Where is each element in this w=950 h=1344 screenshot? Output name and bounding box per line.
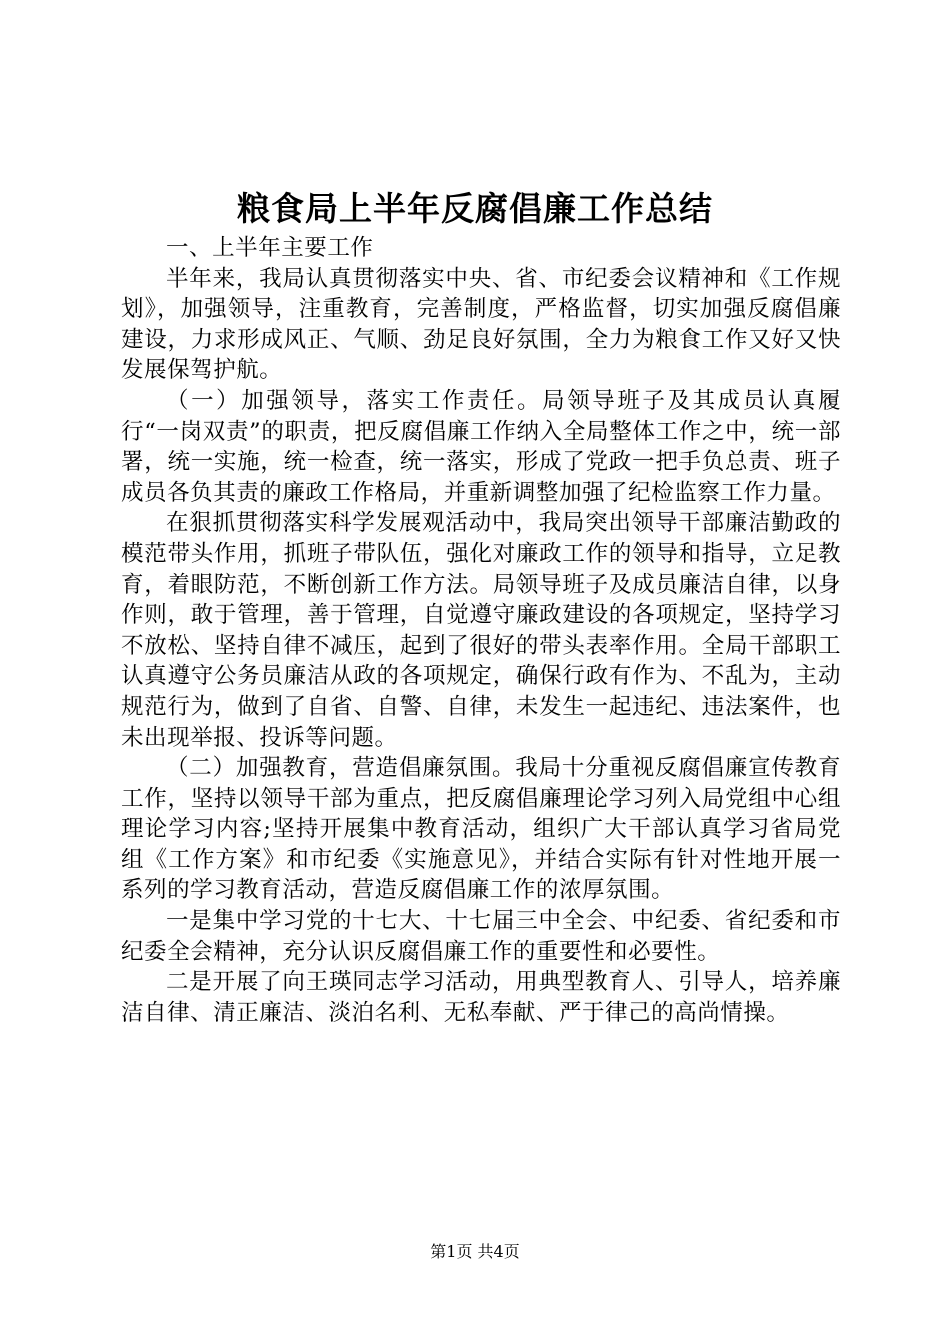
section-heading: 一、上半年主要工作 — [166, 235, 374, 261]
document-body — [121, 233, 841, 1028]
paragraph: 二是开展了向王瑛同志学习活动，用典型教育人、引导人，培养廉洁自律、清正廉洁、淡泊名利、无私奉献、严于律己的高尚情操。 — [121, 969, 841, 1026]
document-title: 粮食局上半年反腐倡廉工作总结 — [237, 189, 713, 228]
paragraph: 一是集中学习党的十七大、十七届三中全会、中纪委、省纪委和市纪委全会精神，充分认识反腐倡廉工作的重要性和必要性。 — [121, 908, 841, 965]
paragraph: （一）加强领导，落实工作责任。局领导班子及其成员认真履行“一岗双责”的职责，把反腐倡廉工作纳入全局整体工作之中，统一部署，统一实施，统一检查，统一落实，形成了党政一把手负总责、班子成员各负其责的廉政工作格局，并重新调整加强了纪检监察工作力量。 — [121, 387, 841, 506]
paragraph: 半年来，我局认真贯彻落实中央、省、市纪委会议精神和《工作规划》，加强领导，注重教育，完善制度，严格监督，切实加强反腐倡廉建设，力求形成风正、气顺、劲足良好氛围，全力为粮食工作又好又快发展保驾护航。 — [121, 265, 841, 384]
paragraph: （二）加强教育，营造倡廉氛围。我局十分重视反腐倡廉宣传教育工作，坚持以领导干部为重点，把反腐倡廉理论学习列入局党组中心组理论学习内容;坚持开展集中教育活动，组织广大干部认真学习省局党组《工作方案》和市纪委《实施意见》，并结合实际有针对性地开展一系列的学习教育活动，营造反腐倡廉工作的浓厚氛围。 — [121, 755, 841, 904]
paragraph: 在狠抓贯彻落实科学发展观活动中，我局突出领导干部廉洁勤政的模范带头作用，抓班子带队伍，强化对廉政工作的领导和指导，立足教育，着眼防范，不断创新工作方法。局领导班子及成员廉洁自律，以身作则，敢于管理，善于管理，自觉遵守廉政建设的各项规定，坚持学习不放松、坚持自律不减压，起到了很好的带头表率作用。全局干部职工认真遵守公务员廉洁从政的各项规定，确保行政有作为、不乱为，主动规范行为，做到了自省、自警、自律，未发生一起违纪、违法案件，也未出现举报、投诉等问题。 — [121, 510, 841, 751]
page-number-footer: 第1页 共4页 — [430, 1242, 520, 1261]
